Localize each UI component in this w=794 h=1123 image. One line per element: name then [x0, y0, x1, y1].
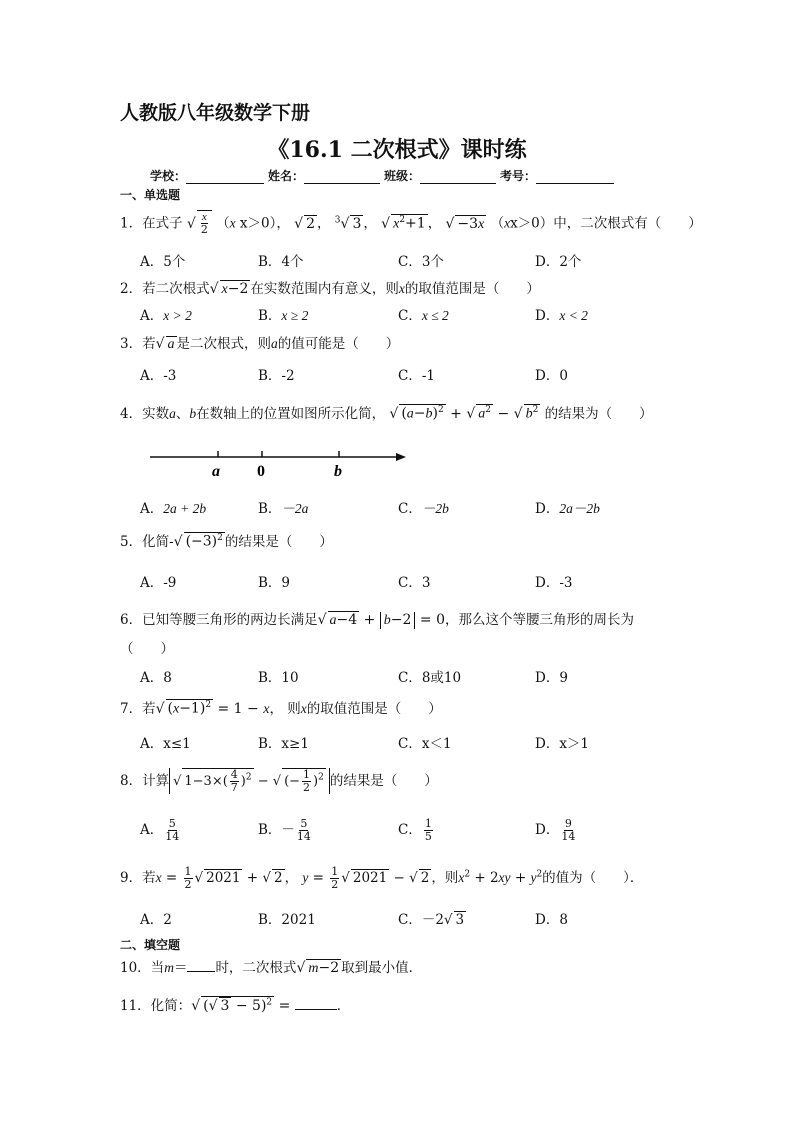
q10-text: 10．当	[120, 960, 165, 976]
q8-option-b[interactable]: B．－ $\frac{5}{14}$	[258, 817, 311, 843]
q9-text: 9．若	[120, 870, 156, 886]
q9-text-2: ，	[284, 870, 299, 886]
q6-expr: √ a−4 + b−2 = 0	[317, 612, 445, 628]
number-line-arrow	[396, 453, 406, 461]
q4-text-2: 在数轴上的位置如图所示化简，	[196, 406, 386, 422]
number-line-figure	[148, 446, 410, 480]
q9-text-3: ，则	[431, 870, 459, 886]
q1-text-3: x＞0），	[239, 215, 290, 232]
q1-text-5: ，	[363, 215, 377, 232]
q6-text: 6．已知等腰三角形的两边长满足	[120, 612, 318, 628]
q8-option-d[interactable]: D． $\frac{9}{14}$	[535, 817, 576, 843]
exam-no-blank[interactable]	[536, 171, 614, 184]
q3-option-d[interactable]: D．0	[535, 368, 568, 384]
q3-option-a[interactable]: A．-3	[140, 368, 177, 384]
label-a: a	[212, 463, 220, 480]
q10-text-3: 时，二次根式	[215, 960, 297, 976]
q7-text-2: ， 则	[269, 701, 301, 717]
q8-text: 8．计算	[120, 773, 170, 789]
q1-text-6: ，	[427, 215, 442, 232]
q3-text: 3．若	[120, 336, 156, 352]
q2-option-b[interactable]: B．x ≥ 2	[258, 308, 309, 324]
q3-text-2: 是二次根式，则	[176, 336, 272, 352]
q7-option-c[interactable]: C．x＜1	[398, 736, 452, 752]
q7-expr: √ $(x-1)^2 = 1 - x$	[155, 700, 270, 717]
q3-text-3: 的值可能是（ ）	[277, 336, 400, 352]
q2-text: 2．若二次根式	[120, 281, 210, 297]
q1-text: 1．在式子	[120, 215, 183, 232]
question-10: 10．当m＝ 时，二次根式√ m−2 取到最小值．	[120, 960, 423, 976]
school-blank[interactable]	[186, 171, 264, 184]
q2-expr: √ x−2	[209, 281, 249, 297]
q1-option-a[interactable]: A．5个	[140, 254, 186, 270]
q1-text-4: ，	[317, 215, 331, 232]
q4-text-3: 的结果为（ ）	[544, 406, 653, 422]
q3-expr: √ a	[155, 336, 175, 352]
q1-text-8: x＞0）中，二次根式有（ ）	[510, 215, 702, 232]
question-8	[120, 768, 438, 794]
q4-option-c[interactable]: C．－2b	[398, 501, 449, 517]
q11-expr: √ (√ 3 − 5)$^2$ =	[191, 997, 295, 1014]
q7-text-3: 的取值范围是（ ）	[306, 701, 442, 717]
label-0: 0	[257, 463, 265, 480]
q6-text-2: ，那么这个等腰三角形的周长为	[444, 612, 634, 628]
question-11	[120, 994, 350, 1014]
q5-text: 5．化简-	[120, 534, 174, 550]
name-blank[interactable]	[304, 171, 380, 184]
q6-option-d[interactable]: D．9	[535, 670, 568, 686]
q9-option-c[interactable]: C．－2√ 3	[398, 912, 465, 928]
q5-option-d[interactable]: D．-3	[535, 575, 573, 591]
q2-option-d[interactable]: D．x < 2	[535, 308, 588, 324]
q5-expr: √ $(-3)^2$	[173, 533, 223, 550]
q5-option-b[interactable]: B．9	[258, 575, 291, 591]
q4-text: 4．实数	[120, 406, 170, 422]
question-6	[120, 608, 634, 629]
q4-option-d[interactable]: D．2a－2b	[535, 501, 600, 517]
question-1: 1．在式子 √ $\frac{x}{2}$ （x x＞0）， √ 2 ， $^3$√ 3 ， √ $x^2+1$ ， √ −3x （xx＞0）中，二次根式有（ ）	[120, 211, 702, 236]
question-2: 2．若二次根式√ x−2 在实数范围内有意义，则x的取值范围是（ ）	[120, 281, 540, 297]
q1-expr-4: √ $x^2+1$	[381, 214, 426, 232]
q1-text-7: （	[490, 215, 505, 232]
question-7: 7．若√ $(x-1)^2 = 1 - x$， 则x的取值范围是（ ）	[120, 700, 442, 717]
question-4: 4．实数a、b在数轴上的位置如图所示化简， √ $(a-b)^2$ + √ $a^2$ − √ $b^2$ 的结果为（ ）	[120, 405, 653, 422]
q1-text-2: （	[216, 215, 230, 232]
q11-answer-blank[interactable]	[295, 1009, 337, 1010]
class-label: 班级：	[384, 169, 421, 183]
q7-option-d[interactable]: D．x＞1	[535, 736, 590, 752]
q2-option-a[interactable]: A．x > 2	[140, 308, 192, 324]
q8-option-a[interactable]: A． $\frac{5}{14}$	[140, 817, 180, 843]
q1-expr-1: √ $\frac{x}{2}$	[187, 216, 212, 232]
q9-option-d[interactable]: D．8	[535, 912, 568, 928]
q1-option-b[interactable]: B．4个	[258, 254, 304, 270]
q9-option-a[interactable]: A．2	[140, 912, 172, 928]
q4-expr: √ $(a-b)^2$ + √ $a^2$ − √ $b^2$	[389, 405, 539, 422]
q8-expr: √ 1−3×( $\frac{4}{7}$ )$^2$ − √ (− $\frac{1}{2}$ )$^2$	[169, 768, 330, 794]
q2-option-c[interactable]: C．x ≤ 2	[398, 308, 449, 324]
q4-option-b[interactable]: B．－2a	[258, 501, 309, 517]
q6-option-c[interactable]: C．8或10	[398, 670, 462, 686]
q5-option-a[interactable]: A．-9	[140, 575, 177, 591]
section-single-choice: 一、单选题	[120, 188, 181, 202]
school-label: 学校：	[150, 169, 187, 183]
q6-option-a[interactable]: A．8	[140, 670, 172, 686]
q9-option-b[interactable]: B．2021	[258, 912, 316, 928]
q10-text-4: 取到最小值．	[341, 960, 423, 976]
q5-option-c[interactable]: C．3	[398, 575, 431, 591]
q1-expr-2: √ 2	[294, 215, 315, 232]
q4-option-a[interactable]: A．2a + 2b	[140, 501, 207, 517]
q5-text-2: 的结果是（ ）	[224, 534, 333, 550]
q1-option-d[interactable]: D．2个	[535, 254, 582, 270]
question-5	[120, 530, 333, 550]
q10-answer-blank[interactable]	[187, 971, 215, 972]
q10-text-2: ＝	[173, 960, 188, 976]
q3-option-c[interactable]: C．-1	[398, 368, 435, 384]
student-info-row	[150, 167, 618, 184]
q3-option-b[interactable]: B．-2	[258, 368, 295, 384]
page-title: 《16.1 二次根式》课时练	[267, 137, 527, 163]
q7-option-b[interactable]: B．x≥1	[258, 736, 309, 752]
q1-option-c[interactable]: C．3个	[398, 254, 444, 270]
q11-text: 11．化简：	[120, 998, 192, 1014]
q6-option-b[interactable]: B．10	[258, 670, 299, 686]
label-b: b	[334, 463, 342, 480]
name-label: 姓名：	[268, 169, 305, 183]
q1-expr-5: √ −3x	[445, 215, 485, 232]
q8-option-c[interactable]: C． $\frac{1}{5}$	[398, 817, 432, 843]
q7-option-a[interactable]: A．x≤1	[140, 736, 191, 752]
course-header: 人教版八年级数学下册	[120, 102, 311, 124]
class-blank[interactable]	[420, 171, 496, 184]
section-fill-blank: 二、填空题	[120, 938, 181, 952]
q7-text: 7．若	[120, 701, 156, 717]
q1-expr-3: $^3$√ 3	[334, 214, 362, 232]
question-3: 3．若√ a 是二次根式，则a的值可能是（ ）	[120, 336, 400, 352]
q9-text-4: 的值为（ ）．	[542, 870, 644, 886]
q6-line2: （ ）	[120, 641, 174, 657]
q2-text-2: 在实数范围内有意义，则	[250, 281, 399, 297]
question-9: 9．若x = $\frac{1}{2}$ √ 2021 + √ 2 ， y = $\frac{1}{2}$ √ 2021 − √ 2 ，则$x^2 + 2xy + y^2$的值为（ ）．	[120, 865, 644, 891]
q2-text-3: 的取值范围是（ ）	[404, 281, 540, 297]
q8-text-2: 的结果是（ ）	[329, 773, 438, 789]
q11-text-2: ．	[336, 998, 351, 1014]
exam-no-label: 考号：	[500, 169, 537, 183]
